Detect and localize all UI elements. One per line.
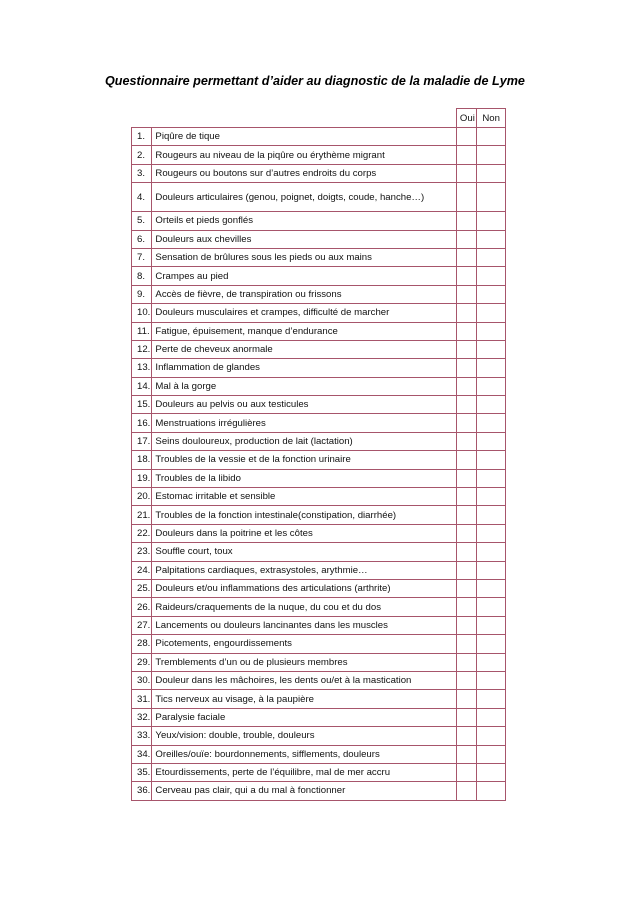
table-row <box>132 488 506 506</box>
yes-checkbox-cell[interactable] <box>456 183 476 212</box>
item-number: 7. <box>132 248 152 266</box>
no-checkbox-cell[interactable] <box>477 579 506 597</box>
yes-checkbox-cell[interactable] <box>456 708 476 726</box>
item-number: 8. <box>132 267 152 285</box>
no-checkbox-cell[interactable] <box>477 488 506 506</box>
yes-checkbox-cell[interactable] <box>456 616 476 634</box>
item-number: 23. <box>132 543 152 561</box>
table-row <box>132 727 506 745</box>
no-checkbox-cell[interactable] <box>477 267 506 285</box>
yes-checkbox-cell[interactable] <box>456 635 476 653</box>
table-row <box>132 782 506 800</box>
table-row <box>132 561 506 579</box>
no-checkbox-cell[interactable] <box>477 506 506 524</box>
no-checkbox-cell[interactable] <box>477 543 506 561</box>
item-text: Douleurs dans la poitrine et les côtes <box>152 524 457 542</box>
no-checkbox-cell[interactable] <box>477 377 506 395</box>
no-checkbox-cell[interactable] <box>477 146 506 164</box>
no-checkbox-cell[interactable] <box>477 340 506 358</box>
header-yes: Oui <box>456 109 476 128</box>
yes-checkbox-cell[interactable] <box>456 248 476 266</box>
item-text: Accès de fièvre, de transpiration ou frissons <box>152 285 457 303</box>
table-row <box>132 128 506 146</box>
table-row <box>132 212 506 230</box>
yes-checkbox-cell[interactable] <box>456 212 476 230</box>
no-checkbox-cell[interactable] <box>477 322 506 340</box>
item-text: Lancements ou douleurs lancinantes dans les muscles <box>152 616 457 634</box>
no-checkbox-cell[interactable] <box>477 616 506 634</box>
table-row <box>132 524 506 542</box>
yes-checkbox-cell[interactable] <box>456 506 476 524</box>
item-number: 13. <box>132 359 152 377</box>
item-number: 24. <box>132 561 152 579</box>
item-number: 2. <box>132 146 152 164</box>
table-row <box>132 451 506 469</box>
no-checkbox-cell[interactable] <box>477 396 506 414</box>
item-number: 35. <box>132 763 152 781</box>
no-checkbox-cell[interactable] <box>477 304 506 322</box>
yes-checkbox-cell[interactable] <box>456 377 476 395</box>
table-row <box>132 322 506 340</box>
item-number: 29. <box>132 653 152 671</box>
no-checkbox-cell[interactable] <box>477 359 506 377</box>
questionnaire-table <box>131 108 506 801</box>
item-number: 32. <box>132 708 152 726</box>
yes-checkbox-cell[interactable] <box>456 745 476 763</box>
item-text: Menstruations irrégulières <box>152 414 457 432</box>
table-row <box>132 543 506 561</box>
table-row <box>132 414 506 432</box>
yes-checkbox-cell[interactable] <box>456 690 476 708</box>
item-number: 19. <box>132 469 152 487</box>
table-row <box>132 690 506 708</box>
item-text: Etourdissements, perte de l’équilibre, mal de mer accru <box>152 763 457 781</box>
no-checkbox-cell[interactable] <box>477 598 506 616</box>
item-text: Inflammation de glandes <box>152 359 457 377</box>
item-text: Paralysie faciale <box>152 708 457 726</box>
item-number: 33. <box>132 727 152 745</box>
no-checkbox-cell[interactable] <box>477 164 506 182</box>
table-row <box>132 745 506 763</box>
item-text: Douleurs musculaires et crampes, difficulté de marcher <box>152 304 457 322</box>
table-row <box>132 763 506 781</box>
item-number: 36. <box>132 782 152 800</box>
yes-checkbox-cell[interactable] <box>456 451 476 469</box>
yes-checkbox-cell[interactable] <box>456 432 476 450</box>
header-spacer <box>132 109 457 128</box>
item-text: Oreilles/ouïe: bourdonnements, sifflements, douleurs <box>152 745 457 763</box>
yes-checkbox-cell[interactable] <box>456 598 476 616</box>
item-text: Seins douloureux, production de lait (lactation) <box>152 432 457 450</box>
item-text: Yeux/vision: double, trouble, douleurs <box>152 727 457 745</box>
table-row <box>132 579 506 597</box>
item-number: 1. <box>132 128 152 146</box>
yes-checkbox-cell[interactable] <box>456 524 476 542</box>
no-checkbox-cell[interactable] <box>477 469 506 487</box>
item-text: Troubles de la vessie et de la fonction urinaire <box>152 451 457 469</box>
table-row <box>132 285 506 303</box>
yes-checkbox-cell[interactable] <box>456 359 476 377</box>
yes-checkbox-cell[interactable] <box>456 285 476 303</box>
table-row <box>132 396 506 414</box>
item-text: Souffle court, toux <box>152 543 457 561</box>
no-checkbox-cell[interactable] <box>477 727 506 745</box>
item-number: 15. <box>132 396 152 414</box>
table-row <box>132 708 506 726</box>
item-text: Estomac irritable et sensible <box>152 488 457 506</box>
item-text: Picotements, engourdissements <box>152 635 457 653</box>
item-text: Piqûre de tique <box>152 128 457 146</box>
no-checkbox-cell[interactable] <box>477 745 506 763</box>
no-checkbox-cell[interactable] <box>477 212 506 230</box>
no-checkbox-cell[interactable] <box>477 230 506 248</box>
no-checkbox-cell[interactable] <box>477 763 506 781</box>
item-text: Cerveau pas clair, qui a du mal à fonctionner <box>152 782 457 800</box>
header-no: Non <box>477 109 506 128</box>
item-number: 27. <box>132 616 152 634</box>
yes-checkbox-cell[interactable] <box>456 653 476 671</box>
table-row <box>132 183 506 212</box>
table-row <box>132 164 506 182</box>
table-row <box>132 432 506 450</box>
item-text: Douleurs au pelvis ou aux testicules <box>152 396 457 414</box>
table-row <box>132 340 506 358</box>
yes-checkbox-cell[interactable] <box>456 561 476 579</box>
yes-checkbox-cell[interactable] <box>456 230 476 248</box>
no-checkbox-cell[interactable] <box>477 128 506 146</box>
yes-checkbox-cell[interactable] <box>456 146 476 164</box>
page-title: Questionnaire permettant d’aider au diagnostic de la maladie de Lyme <box>105 74 525 88</box>
item-text: Raideurs/craquements de la nuque, du cou et du dos <box>152 598 457 616</box>
item-number: 34. <box>132 745 152 763</box>
item-text: Perte de cheveux anormale <box>152 340 457 358</box>
item-number: 4. <box>132 183 152 212</box>
yes-checkbox-cell[interactable] <box>456 579 476 597</box>
item-number: 10. <box>132 304 152 322</box>
item-number: 5. <box>132 212 152 230</box>
item-number: 11. <box>132 322 152 340</box>
item-number: 21. <box>132 506 152 524</box>
no-checkbox-cell[interactable] <box>477 708 506 726</box>
yes-checkbox-cell[interactable] <box>456 128 476 146</box>
item-text: Mal à la gorge <box>152 377 457 395</box>
item-number: 18. <box>132 451 152 469</box>
item-number: 9. <box>132 285 152 303</box>
table-row <box>132 359 506 377</box>
table-row <box>132 304 506 322</box>
yes-checkbox-cell[interactable] <box>456 340 476 358</box>
table-row <box>132 248 506 266</box>
item-text: Fatigue, épuisement, manque d’endurance <box>152 322 457 340</box>
yes-checkbox-cell[interactable] <box>456 396 476 414</box>
item-text: Rougeurs au niveau de la piqûre ou érythème migrant <box>152 146 457 164</box>
no-checkbox-cell[interactable] <box>477 524 506 542</box>
item-number: 25. <box>132 579 152 597</box>
no-checkbox-cell[interactable] <box>477 183 506 212</box>
no-checkbox-cell[interactable] <box>477 671 506 689</box>
item-text: Troubles de la fonction intestinale(constipation, diarrhée) <box>152 506 457 524</box>
item-text: Rougeurs ou boutons sur d’autres endroits du corps <box>152 164 457 182</box>
item-text: Douleurs et/ou inflammations des articulations (arthrite) <box>152 579 457 597</box>
no-checkbox-cell[interactable] <box>477 690 506 708</box>
yes-checkbox-cell[interactable] <box>456 543 476 561</box>
yes-checkbox-cell[interactable] <box>456 488 476 506</box>
item-text: Douleurs articulaires (genou, poignet, doigts, coude, hanche…) <box>152 183 457 212</box>
item-number: 20. <box>132 488 152 506</box>
item-text: Douleurs aux chevilles <box>152 230 457 248</box>
item-number: 31. <box>132 690 152 708</box>
table-row <box>132 671 506 689</box>
no-checkbox-cell[interactable] <box>477 451 506 469</box>
table-row <box>132 469 506 487</box>
item-number: 17. <box>132 432 152 450</box>
table-row <box>132 598 506 616</box>
no-checkbox-cell[interactable] <box>477 782 506 800</box>
item-text: Orteils et pieds gonflés <box>152 212 457 230</box>
table-row <box>132 616 506 634</box>
item-text: Tics nerveux au visage, à la paupière <box>152 690 457 708</box>
no-checkbox-cell[interactable] <box>477 432 506 450</box>
item-number: 3. <box>132 164 152 182</box>
item-text: Sensation de brûlures sous les pieds ou aux mains <box>152 248 457 266</box>
table-row <box>132 377 506 395</box>
table-row <box>132 267 506 285</box>
item-text: Tremblements d’un ou de plusieurs membres <box>152 653 457 671</box>
yes-checkbox-cell[interactable] <box>456 267 476 285</box>
item-number: 22. <box>132 524 152 542</box>
item-text: Crampes au pied <box>152 267 457 285</box>
table-row <box>132 506 506 524</box>
yes-checkbox-cell[interactable] <box>456 671 476 689</box>
item-number: 6. <box>132 230 152 248</box>
yes-checkbox-cell[interactable] <box>456 727 476 745</box>
item-text: Palpitations cardiaques, extrasystoles, arythmie… <box>152 561 457 579</box>
no-checkbox-cell[interactable] <box>477 248 506 266</box>
item-number: 14. <box>132 377 152 395</box>
table-row <box>132 146 506 164</box>
no-checkbox-cell[interactable] <box>477 635 506 653</box>
item-number: 12. <box>132 340 152 358</box>
item-text: Troubles de la libido <box>152 469 457 487</box>
item-number: 16. <box>132 414 152 432</box>
item-number: 28. <box>132 635 152 653</box>
yes-checkbox-cell[interactable] <box>456 322 476 340</box>
no-checkbox-cell[interactable] <box>477 653 506 671</box>
table-row <box>132 635 506 653</box>
item-number: 26. <box>132 598 152 616</box>
table-header-row <box>132 109 506 128</box>
no-checkbox-cell[interactable] <box>477 414 506 432</box>
no-checkbox-cell[interactable] <box>477 561 506 579</box>
yes-checkbox-cell[interactable] <box>456 164 476 182</box>
item-number: 30. <box>132 671 152 689</box>
table-row <box>132 653 506 671</box>
item-text: Douleur dans les mâchoires, les dents ou/et à la mastication <box>152 671 457 689</box>
yes-checkbox-cell[interactable] <box>456 763 476 781</box>
yes-checkbox-cell[interactable] <box>456 304 476 322</box>
yes-checkbox-cell[interactable] <box>456 782 476 800</box>
no-checkbox-cell[interactable] <box>477 285 506 303</box>
table-row <box>132 230 506 248</box>
yes-checkbox-cell[interactable] <box>456 469 476 487</box>
yes-checkbox-cell[interactable] <box>456 414 476 432</box>
